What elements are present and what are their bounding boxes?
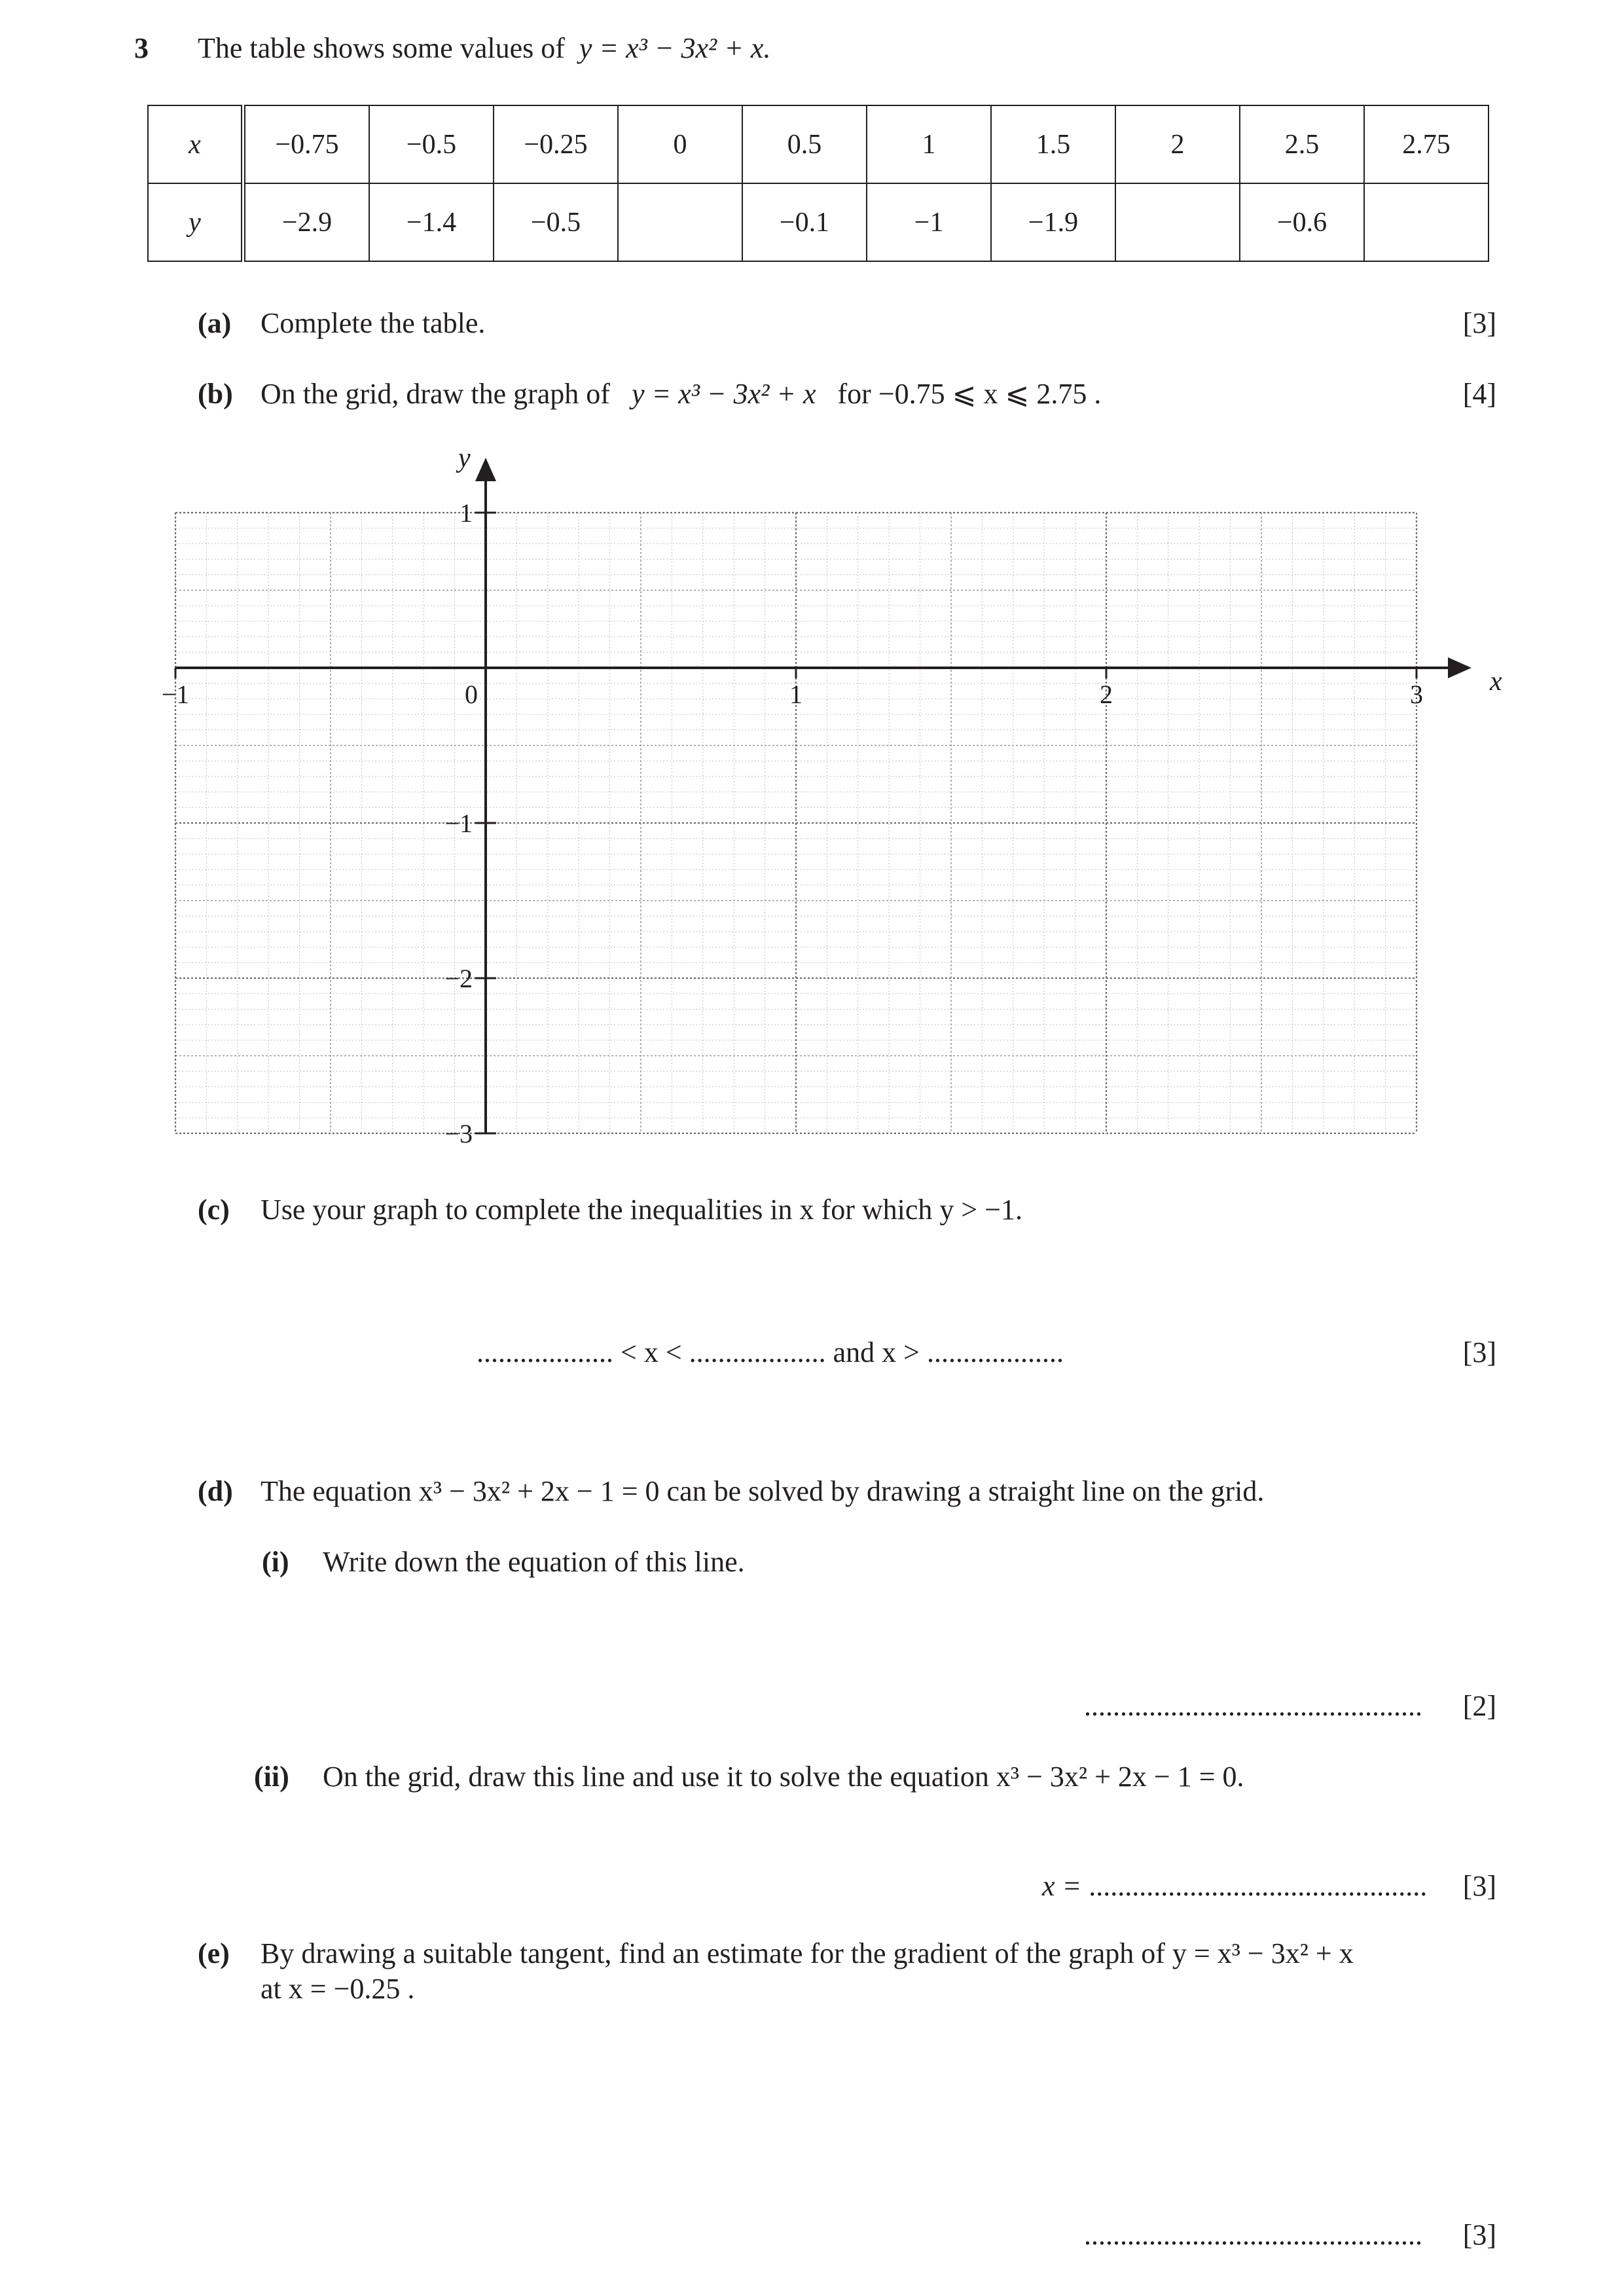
part-c-text: Use your graph to complete the inequalities in x for which y > −1. (261, 1194, 1023, 1226)
x-tick-label: 0 (465, 680, 478, 709)
table-header-x: x (148, 105, 244, 183)
part-c-label: (c) (198, 1194, 230, 1226)
table-cell-x: 0.5 (742, 105, 867, 183)
part-d-ii-marks: [3] (1462, 1870, 1496, 1902)
table-cell-y[interactable]: −1 (867, 183, 991, 261)
part-b-marks: [4] (1462, 378, 1496, 410)
question-intro-text: The table shows some values of (198, 32, 565, 64)
x-tick-label: 3 (1410, 680, 1423, 709)
y-tick-label: −2 (444, 964, 473, 993)
x-tick-label: −1 (161, 680, 190, 709)
y-tick-label: 1 (460, 498, 473, 528)
part-d-ii-answer-line[interactable]: ............................................... (1089, 1870, 1428, 1902)
table-cell-y[interactable]: −1.4 (369, 183, 494, 261)
table-cell-x: 1 (867, 105, 991, 183)
y-tick-label: −1 (444, 809, 473, 838)
part-d-text: The equation x³ − 3x² + 2x − 1 = 0 can be solved by drawing a straight line on the grid. (261, 1475, 1265, 1507)
x-tick-label: 2 (1100, 680, 1113, 709)
part-e-text-line1: By drawing a suitable tangent, find an estimate for the gradient of the graph of y = x³ − 3x² + x (261, 1937, 1354, 1969)
part-e-text-line2: at x = −0.25 . (261, 1973, 415, 2005)
part-d-ii-answer-prefix: x = (1042, 1870, 1082, 1902)
part-a-marks: [3] (1462, 307, 1496, 339)
x-axis-label: x (1490, 667, 1502, 697)
table-cell-x: −0.25 (494, 105, 618, 183)
table-cell-x: 2 (1115, 105, 1240, 183)
part-e-marks: [3] (1462, 2219, 1496, 2251)
table-cell-y[interactable]: −2.9 (244, 183, 370, 261)
table-cell-x: 1.5 (991, 105, 1115, 183)
part-c-marks: [3] (1462, 1336, 1496, 1368)
question-intro-equation: y = x³ − 3x² + x. (579, 32, 771, 64)
question-number: 3 (134, 32, 149, 64)
table-cell-x: 2.5 (1240, 105, 1364, 183)
table-cell-y[interactable]: −1.9 (991, 183, 1115, 261)
table-cell-y[interactable]: −0.1 (742, 183, 867, 261)
part-a-text: Complete the table. (261, 307, 486, 339)
part-d-i-answer-line[interactable]: ............................................... (1084, 1690, 1422, 1722)
y-tick-label: −3 (444, 1119, 473, 1148)
table-header-y: y (148, 183, 244, 261)
part-e-label: (e) (198, 1937, 230, 1969)
part-d-i-text: Write down the equation of this line. (323, 1546, 745, 1578)
part-d-ii-text: On the grid, draw this line and use it to solve the equation x³ − 3x² + 2x − 1 = 0. (323, 1761, 1244, 1793)
tick-labels (162, 443, 1502, 1148)
part-b-equation: y = x³ − 3x² + x (631, 378, 816, 410)
part-d-ii-label: (ii) (254, 1761, 289, 1793)
part-d-i-marks: [2] (1462, 1690, 1496, 1722)
table-cell-x: −0.5 (369, 105, 494, 183)
part-d-i-label: (i) (262, 1546, 289, 1578)
table-cell-x: −0.75 (244, 105, 370, 183)
part-b-instruction: On the grid, draw the graph of (261, 378, 610, 410)
part-c-answer-line[interactable]: ................... < x < ................... and x > ................... (477, 1336, 1064, 1368)
table-cell-x: 2.75 (1364, 105, 1489, 183)
y-axis-arrow-icon (475, 458, 496, 481)
part-b-range: for −0.75 ⩽ x ⩽ 2.75 . (837, 378, 1102, 410)
part-d-label: (d) (198, 1475, 233, 1507)
part-b-label: (b) (198, 378, 233, 410)
table-cell-y[interactable]: −0.6 (1240, 183, 1364, 261)
table-cell-y[interactable]: −0.5 (494, 183, 618, 261)
table-cell-x: 0 (618, 105, 742, 183)
part-a-label: (a) (198, 307, 232, 339)
x-axis-arrow-icon (1448, 657, 1471, 678)
part-e-answer-line[interactable]: ............................................... (1084, 2219, 1422, 2251)
y-axis-label: y (458, 443, 471, 473)
part-d-ii-answer (1042, 1869, 1427, 1903)
x-tick-label: 1 (789, 680, 803, 709)
